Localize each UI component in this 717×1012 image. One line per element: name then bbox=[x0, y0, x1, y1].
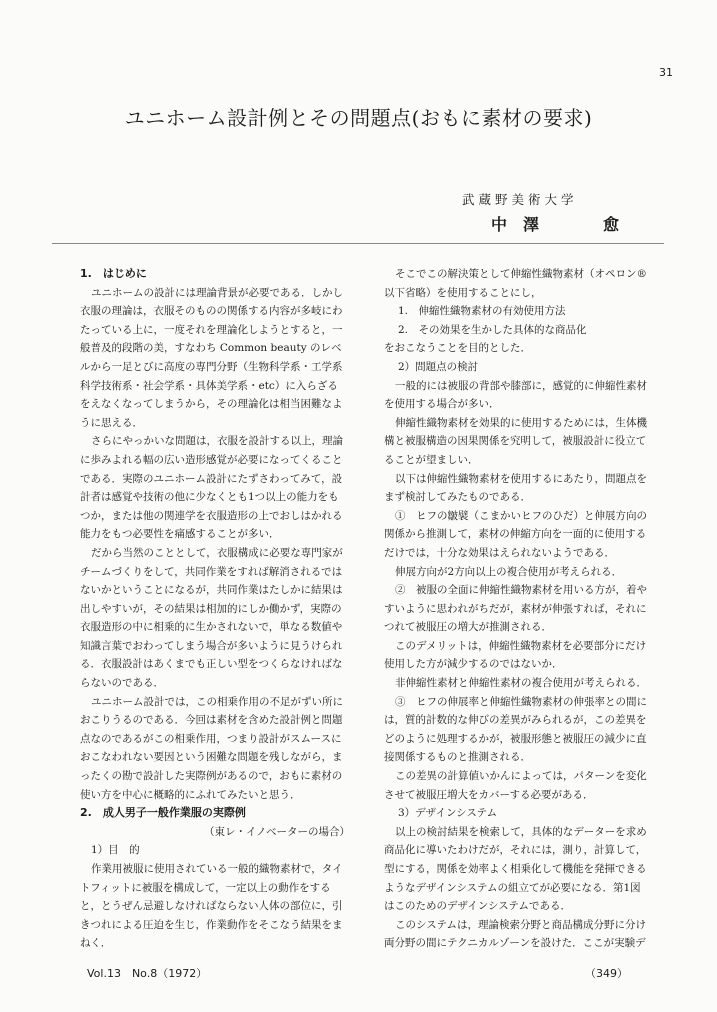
text-line: 一般的には被服の背部や膝部に，感覚的に伸縮性素材 bbox=[395, 379, 647, 392]
text-line: ようなデザインシステムの組立てが必要になる．第1図 bbox=[384, 881, 641, 894]
text-line: この差異の計算値いかんによっては，パターンを変化 bbox=[395, 770, 647, 783]
author-affiliation: 武蔵野美術大学 bbox=[462, 192, 578, 207]
text-line: 般普及的段階の美，すなわち Common beauty のレベ bbox=[80, 342, 342, 355]
text-line: 知識言葉でおわってしまう場合が多いように見うけられ bbox=[80, 639, 343, 652]
text-line: は，質的計数的な伸びの差異がみられるが，この差異を bbox=[384, 714, 647, 727]
text-line: る．衣服設計はあくまでも正しい型をつくらなければな bbox=[80, 658, 343, 671]
header-divider bbox=[52, 243, 664, 244]
text-line: 以下省略）を使用することにし， bbox=[384, 286, 542, 299]
journal-page-number: （349） bbox=[585, 967, 628, 980]
text-line: このデメリットは，伸縮性織物素材を必要部分にだけ bbox=[395, 639, 647, 652]
journal-volume: Vol.13 No.8（1972） bbox=[87, 967, 208, 980]
text-line: 2）問題点の検討 bbox=[398, 360, 479, 373]
text-line: をえなくなってしまうから，その理論化は相当困難なよ bbox=[80, 398, 343, 411]
right-text-column bbox=[384, 265, 667, 953]
text-line: ねく． bbox=[80, 937, 112, 950]
text-line: 衣服の理論は，衣服そのものの関係する内容が多岐にわ bbox=[80, 305, 343, 318]
text-line: 1. 伸縮性織物素材の有効使用方法 bbox=[398, 305, 566, 318]
text-line: つれて被服圧の増大が推測される． bbox=[384, 621, 552, 634]
text-line: 商品化に導いたわけだが，それには，測り，計算して， bbox=[384, 844, 647, 857]
text-line: 関係から推測して，素材の伸縮方向を一面的に使用する bbox=[384, 528, 647, 541]
text-line: はこのためのデザインシステムである． bbox=[384, 900, 571, 913]
text-line: をおこなうことを目的とした． bbox=[384, 342, 531, 355]
left-text-column bbox=[80, 265, 350, 953]
text-line: さらにやっかいな問題は，衣服を設計する以上，理論 bbox=[91, 435, 343, 448]
text-line: すいように思われがちだが，素材が伸張すれば，それに bbox=[384, 602, 647, 615]
text-line: トフィットに被服を構成して，一定以上の動作をする bbox=[80, 881, 331, 894]
text-line: ユニホーム設計では，この相乗作用の不足がずい所に bbox=[91, 695, 343, 708]
author-name: 中 澤 愈 bbox=[491, 215, 620, 234]
section-heading: 2. 成人男子一般作業服の実際例 bbox=[80, 806, 246, 820]
text-line: させて被服圧増大をカバーする必要がある． bbox=[384, 788, 594, 801]
text-line: 使い方を中心に概略的にふれてみたいと思う． bbox=[80, 788, 301, 801]
text-line: そこでこの解決策として伸縮性織物素材（オペロン® bbox=[395, 268, 647, 280]
article-title: ユニホーム設計例とその問題点(おもに素材の要求) bbox=[124, 106, 593, 130]
text-line: 点なのであるがこの相乗作用，つまり設計がスムースに bbox=[80, 732, 342, 745]
text-line: （東レ・イノベーターの場合） bbox=[204, 825, 350, 838]
text-line: 以下は伸縮性織物素材を使用するにあたり，問題点を bbox=[395, 472, 647, 485]
text-line: らないのである． bbox=[80, 677, 164, 690]
text-line: だけでは，十分な効果はえられないようである． bbox=[384, 546, 615, 559]
text-line: ③ ヒフの伸展率と伸縮性織物素材の伸張率との間に bbox=[395, 695, 647, 708]
text-line: まず検討してみたものである． bbox=[384, 491, 531, 504]
text-line: である．実際のユニホーム設計にたずさわってみて，設 bbox=[80, 472, 343, 485]
text-line: 使用した方が減少するのではないか． bbox=[384, 658, 563, 671]
text-line: 接関係するものと推測される． bbox=[384, 751, 531, 764]
text-line: うに思える． bbox=[80, 416, 143, 429]
text-line: 出しやすいが，その結果は相加的にしか働かず，実際の bbox=[80, 602, 342, 615]
text-line: おこなわれない要因という困難な問題を残しながら，ま bbox=[80, 751, 343, 764]
text-line: 非伸縮性素材と伸縮性素材の複合使用が考えられる． bbox=[395, 677, 647, 690]
text-line: このシステムは，理論検索分野と商品構成分野に分け bbox=[395, 918, 646, 931]
text-line: 1）目 的 bbox=[91, 844, 140, 857]
text-line: を使用する場合が多い． bbox=[384, 398, 500, 411]
text-line: に歩みよれる幅の広い造形感覚が必要になってくること bbox=[80, 453, 343, 466]
text-line: たっている上に，一度それを理論化しようとすると，一 bbox=[80, 323, 343, 336]
text-line: ユニホームの設計には理論背景が必要である．しかし bbox=[91, 286, 343, 299]
text-line: ないかということになるが，共同作業はたしかに結果は bbox=[80, 584, 343, 597]
page-number: 31 bbox=[659, 66, 673, 79]
text-line: 3）デザインシステム bbox=[398, 807, 498, 820]
text-line: ① ヒフの皺襞（こまかいヒフのひだ）と伸展方向の bbox=[395, 509, 647, 522]
text-line: チームづくりをして，共同作業をすれば解消されるでは bbox=[80, 565, 343, 578]
text-line: きつれによる圧迫を生じ，作業動作をそこなう結果をま bbox=[80, 918, 343, 931]
text-line: 伸展方向が2方向以上の複合使用が考えられる． bbox=[395, 565, 623, 578]
text-line: 伸縮性織物素材を効果的に使用するためには，生体機 bbox=[395, 416, 647, 429]
text-line: 構と被服構造の因果関係を究明して，被服設計に役立て bbox=[384, 435, 647, 448]
text-line: おこりうるのである．今回は素材を含めた設計例と問題 bbox=[80, 714, 343, 727]
text-line: 両分野の間にテクニカルゾーンを設けた．ここが実験デ bbox=[384, 937, 646, 950]
text-line: と，とうぜん忌避しなければならない人体の部位に，引 bbox=[80, 900, 343, 913]
text-line: 計者は感覚や技術の他に少なくとも1つ以上の能力をも bbox=[80, 491, 339, 504]
text-line: ることが望ましい． bbox=[384, 453, 479, 466]
text-line: ルから一足とびに高度の専門分野（生物科学系・工学系 bbox=[80, 360, 343, 373]
text-line: 以上の検討結果を検索して，具体的なデーターを求め bbox=[395, 825, 647, 838]
section-heading: 1. はじめに bbox=[80, 267, 147, 280]
text-line: つか，または他の関連学を衣服造形の上でおしはかれる bbox=[80, 509, 343, 522]
text-line: 衣服造形の中に相乗的に生かされないで，単なる数値や bbox=[80, 621, 343, 634]
text-line: 作業用被服に使用されている一般的織物素材で，タイ bbox=[91, 863, 343, 875]
text-line: だから当然のこととして，衣服構成に必要な専門家が bbox=[91, 546, 343, 559]
text-line: どのように処理するかが，被服形態と被服圧の減少に直 bbox=[384, 732, 647, 745]
text-line: ったくの勘で設計した実際例があるので，おもに素材の bbox=[80, 770, 343, 783]
text-line: 能力をもつ必要性を痛感することが多い． bbox=[80, 528, 280, 541]
text-line: 型にする，関係を効率よく相乗化して機能を発揮できる bbox=[384, 863, 647, 875]
text-line: ② 被服の全面に伸縮性織物素材を用いる方が，着や bbox=[395, 584, 647, 597]
text-line: 科学技術系・社会学系・具体美学系・etc）に入らざる bbox=[80, 379, 338, 392]
text-line: 2. その効果を生かした具体的な商品化 bbox=[398, 323, 587, 336]
